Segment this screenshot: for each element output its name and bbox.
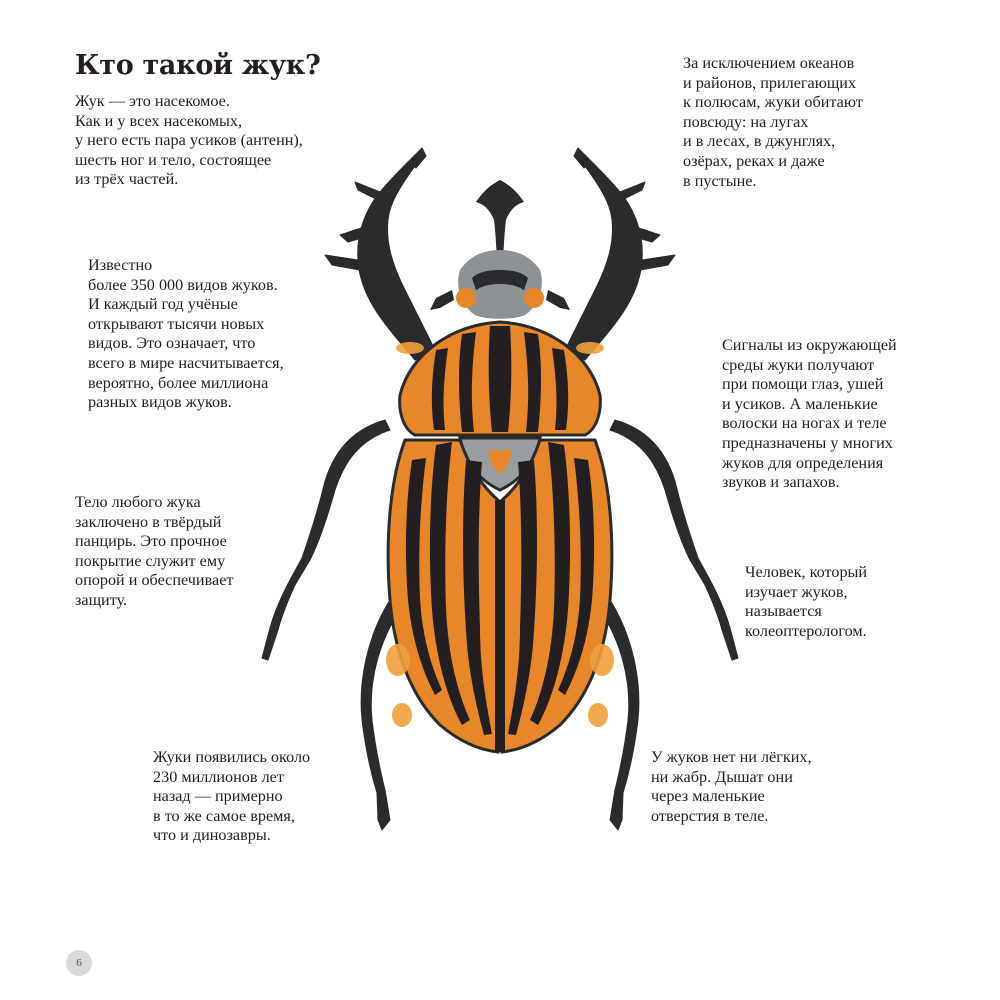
text-line: к полюсам, жуки обитают	[683, 93, 863, 112]
text-line: через маленькие	[651, 787, 765, 806]
text-line: шесть ног и тело, состоящее	[75, 150, 272, 169]
text-line: у него есть пара усиков (антенн),	[75, 131, 303, 150]
text-line: и усиков. А маленькие	[722, 394, 878, 413]
text-line: И каждый год учёные	[88, 295, 238, 314]
text-line: и в лесах, в джунглях,	[683, 132, 836, 151]
text-line: колеоптерологом.	[745, 621, 867, 640]
text-line: Как и у всех насекомых,	[75, 111, 243, 130]
text-line: Человек, который	[745, 563, 868, 581]
text-line: из трёх частей.	[75, 170, 179, 189]
text-line: Известно	[88, 256, 153, 274]
shell-paragraph	[75, 493, 233, 611]
text-line: предназначены у многих	[722, 433, 893, 452]
text-line: У жуков нет ни лёгких,	[651, 748, 812, 766]
goliath-beetle-icon	[240, 140, 760, 860]
text-line: в то же самое время,	[153, 806, 295, 825]
text-line: всего в мире насчитывается,	[88, 353, 284, 372]
text-line: повсюду: на лугах	[683, 112, 809, 131]
text-line: 230 миллионов лет	[153, 767, 284, 786]
text-line: волоски на ногах и теле	[722, 414, 887, 433]
text-line: жуков для определения	[722, 453, 884, 472]
text-line: среды жуки получают	[722, 355, 875, 374]
text-line: называется	[745, 602, 822, 621]
scientist-paragraph	[745, 563, 867, 641]
text-line: заключено в твёрдый	[75, 512, 222, 531]
text-line: открывают тысячи новых	[88, 314, 265, 333]
text-line: ни жабр. Дышат они	[651, 767, 793, 786]
text-line: отверстия в теле.	[651, 806, 769, 825]
beetle-head-icon	[430, 180, 570, 319]
text-line: при помощи глаз, ушей	[722, 375, 884, 394]
text-line: Сигналы из окружающей	[722, 336, 897, 354]
text-line: опорой и обеспечивает	[75, 571, 234, 590]
text-line: защиту.	[75, 590, 128, 609]
text-line: Жуки появились около	[153, 748, 311, 766]
text-line: изучает жуков,	[745, 582, 848, 601]
text-line: озёрах, реках и даже	[683, 151, 825, 170]
text-line: назад — примерно	[153, 787, 283, 806]
page-title: Кто такой жук?	[75, 50, 321, 81]
text-line: покрытие служит ему	[75, 551, 226, 570]
text-line: За исключением океанов	[683, 54, 855, 72]
text-line: звуков и запахов.	[722, 473, 840, 492]
text-line: вероятно, более миллиона	[88, 373, 269, 392]
text-line: что и динозавры.	[153, 826, 271, 845]
page-number: 6	[66, 950, 92, 976]
text-line: в пустыне.	[683, 171, 757, 190]
text-line: панцирь. Это прочное	[75, 532, 227, 551]
text-line: видов. Это означает, что	[88, 334, 256, 353]
text-line: более 350 000 видов жуков.	[88, 275, 278, 294]
text-line: и районов, прилегающих	[683, 73, 857, 92]
text-line: разных видов жуков.	[88, 393, 232, 412]
text-line: Жук — это насекомое.	[75, 92, 230, 110]
text-line: Тело любого жука	[75, 493, 201, 511]
